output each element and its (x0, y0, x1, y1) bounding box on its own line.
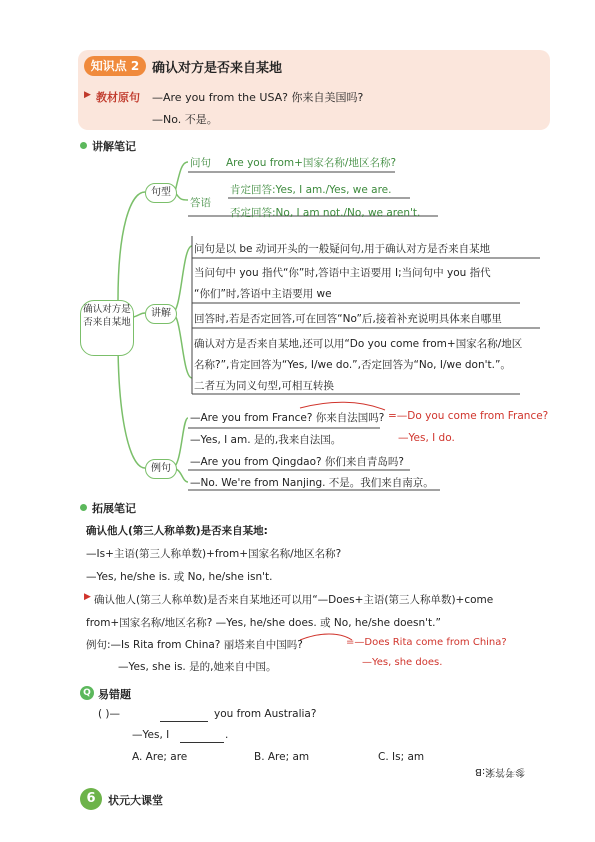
quiz-answer-suffix: . (225, 729, 229, 741)
explain-line-4: 回答时,若是否定回答,可在回答“No”后,接着补充说明具体来自哪里 (194, 313, 502, 325)
quiz-question-suffix: you from Australia? (214, 708, 317, 720)
extension-line-5: from+国家名称/地区名称? —Yes, he/she does. 或 No, he/she doesn't.” (86, 617, 441, 629)
pattern-answer-negative: 否定回答:No, I am not./No, we aren't. (230, 207, 421, 219)
source-question: —Are you from the USA? 你来自美国吗? (152, 91, 364, 104)
extension-line-4: 确认他人(第三人称单数)是否来自某地还可以用“—Does+主语(第三人称单数)+come (94, 594, 494, 606)
mindmap-center-node: 确认对方是否来自某地 (80, 300, 134, 356)
pattern-answer-label: 答语 (190, 197, 211, 209)
quiz-option-a[interactable]: A. Are; are (132, 751, 188, 763)
extension-line-3: —Yes, he/she is. 或 No, he/she isn't. (86, 571, 273, 583)
explain-line-7: 二者互为同义句型,可相互转换 (194, 380, 334, 392)
quiz-icon: Q (80, 686, 94, 700)
explain-line-6: 名称?”,肯定回答为“Yes, I/we do.”,否定回答为“No, I/we don't.”。 (194, 359, 511, 371)
quiz-title: 易错题 (98, 688, 131, 701)
extension-example-alt-answer: —Yes, she does. (362, 657, 443, 668)
lecture-title: 讲解笔记 (92, 140, 136, 153)
knowledge-point-title: 确认对方是否来自某地 (152, 61, 283, 76)
triangle-icon: ▶ (84, 592, 91, 602)
source-answer: —No. 不是。 (152, 113, 218, 126)
quiz-option-c[interactable]: C. Is; am (378, 751, 425, 763)
explain-line-1: 问句是以 be 动词开头的一般疑问句,用于确认对方是否来自某地 (194, 243, 491, 255)
pattern-question-label: 问句 (190, 157, 211, 169)
quiz-option-b[interactable]: B. Are; am (254, 751, 310, 763)
example-2-answer: —No. We're from Nanjing. 不是。我们来自南京。 (190, 477, 434, 489)
branch-explain: 讲解 (145, 304, 177, 324)
branch-example: 例句 (145, 459, 177, 479)
branch-pattern: 句型 (145, 183, 177, 203)
extension-title: 拓展笔记 (92, 502, 136, 515)
extension-example-question: 例句:—Is Rita from China? 丽塔来自中国吗? (86, 639, 303, 651)
quiz-answer-key: 参考答案:B (475, 766, 526, 777)
extension-example-answer: —Yes, she is. 是的,她来自中国。 (118, 661, 277, 673)
example-1-alt-answer: —Yes, I do. (398, 432, 455, 444)
explain-line-2: 当问句中 you 指代“你”时,答语中主语要用 I;当问句中 you 指代 (194, 267, 491, 279)
extension-example-alt-question: =—Does Rita come from China? (346, 637, 507, 648)
explain-line-3: “你们”时,答语中主语要用 we (194, 288, 332, 300)
pattern-answer-positive: 肯定回答:Yes, I am./Yes, we are. (230, 184, 392, 196)
quiz-blank-2[interactable] (180, 729, 224, 743)
example-1-alt-question: =—Do you come from France? (388, 410, 549, 422)
example-1-question: —Are you from France? 你来自法国吗? (190, 412, 385, 424)
triangle-icon: ▶ (84, 90, 91, 100)
pattern-question-text: Are you from+国家名称/地区名称? (226, 157, 397, 169)
extension-line-1: 确认他人(第三人称单数)是否来自某地: (86, 525, 268, 537)
page-number: 6 (80, 788, 102, 810)
knowledge-point-badge: 知识点 2 (84, 56, 146, 76)
bullet-icon (80, 504, 87, 511)
quiz-blank-1[interactable] (160, 708, 208, 722)
book-name: 状元大课堂 (108, 794, 163, 807)
quiz-question-prefix: ( )— (98, 708, 121, 720)
quiz-answer-prefix: —Yes, I (132, 729, 170, 741)
example-1-answer: —Yes, I am. 是的,我来自法国。 (190, 434, 342, 446)
explain-line-5: 确认对方是否来自某地,还可以用“Do you come from+国家名称/地区 (194, 338, 523, 350)
extension-line-2: —Is+主语(第三人称单数)+from+国家名称/地区名称? (86, 548, 342, 560)
example-2-question: —Are you from Qingdao? 你们来自青岛吗? (190, 456, 404, 468)
source-label: 教材原句 (96, 91, 140, 104)
